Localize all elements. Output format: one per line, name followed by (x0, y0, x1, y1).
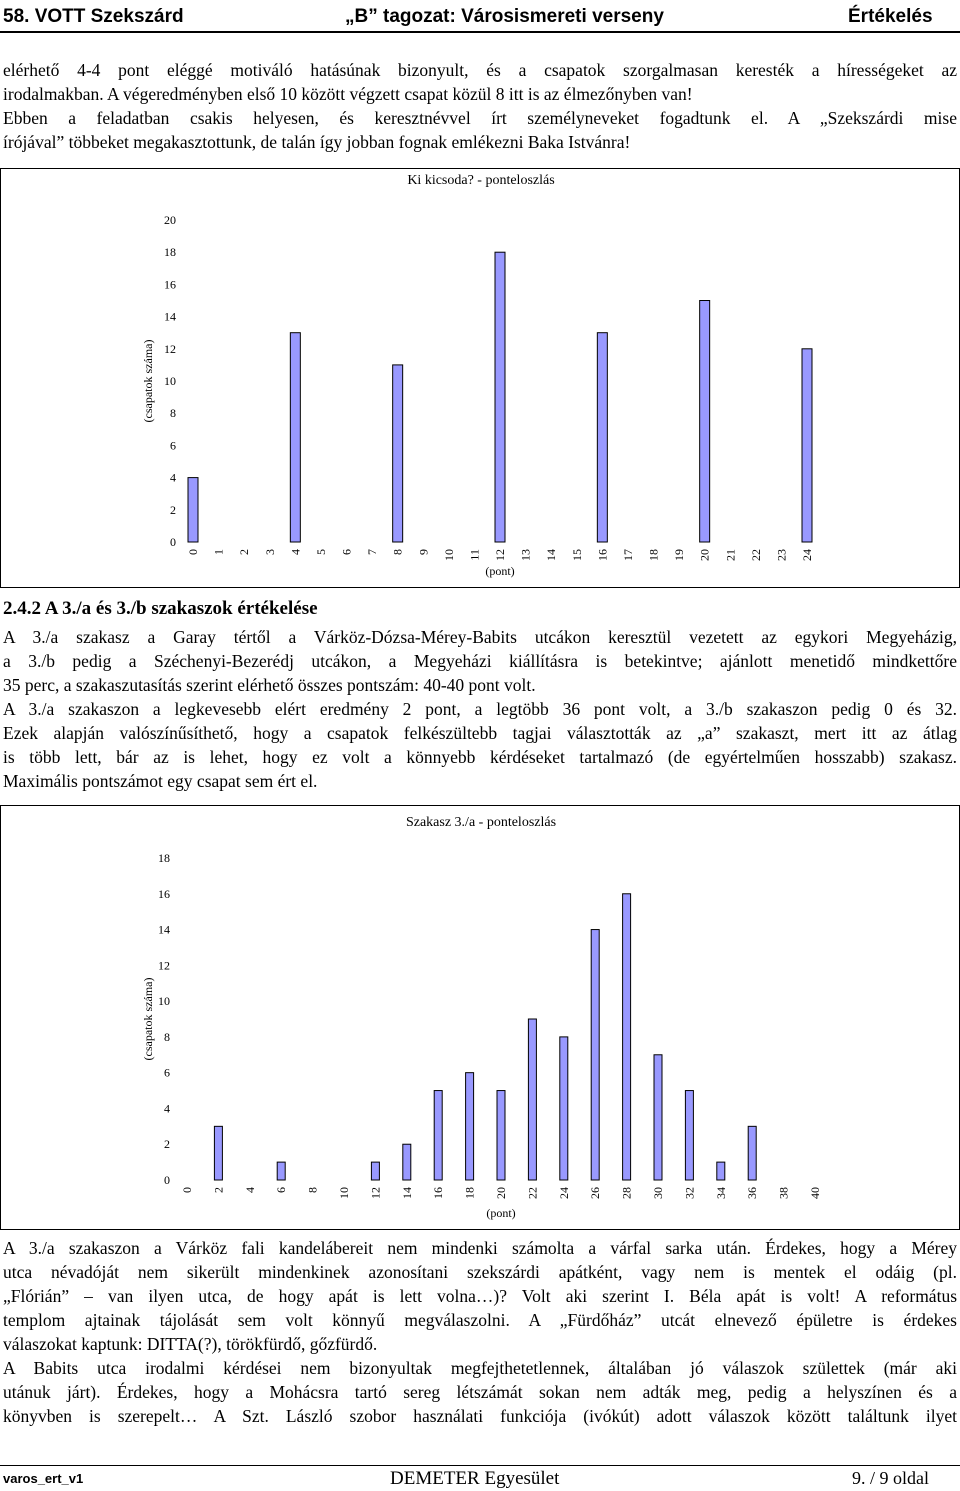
section-line: Maximális pontszámot egy csapat sem ért el. (3, 771, 318, 791)
y-tick-label: 10 (158, 994, 170, 1009)
x-tick-label: 30 (651, 1187, 665, 1199)
x-tick-label: 22 (525, 1187, 540, 1199)
x-tick-label: 0 (180, 1187, 194, 1193)
bar (434, 1091, 442, 1180)
y-tick-label: 6 (164, 1065, 170, 1080)
bar (597, 333, 607, 542)
x-tick-label: 22 (748, 549, 763, 561)
y-tick-label: 18 (164, 245, 176, 260)
chart-szakasz-3a (0, 805, 960, 1230)
x-tick-label: 38 (776, 1187, 791, 1199)
bar (654, 1055, 662, 1180)
y-tick-label: 12 (158, 958, 170, 973)
x-tick-label: 19 (672, 549, 687, 561)
x-tick-label: 13 (518, 549, 533, 561)
bar (393, 365, 403, 542)
bar (497, 1091, 505, 1180)
x-tick-label: 15 (569, 549, 584, 561)
x-tick-label: 32 (682, 1187, 697, 1199)
x-tick-label: 34 (713, 1187, 728, 1199)
bar (495, 252, 505, 542)
y-tick-label: 18 (158, 851, 170, 865)
y-tick-label: 16 (158, 886, 170, 901)
x-axis-label: (pont) (485, 564, 515, 578)
header-center: „B” tagozat: Városismereti verseny (345, 6, 664, 27)
bar (188, 478, 198, 542)
x-tick-label: 6 (339, 549, 354, 555)
x-tick-label: 17 (620, 549, 635, 561)
section-line: 35 perc, a szakaszutasítás szerint elérhető összes pontszám: 40-40 pont volt. (3, 675, 536, 695)
chart-title: Szakasz 3./a - ponteloszlás (405, 815, 557, 830)
x-tick-label: 6 (274, 1187, 289, 1193)
y-tick-label: 16 (164, 277, 176, 292)
closing-line: könyvben is szerepelt… A Szt. László szobor használati funkciója (ivókút) adott válaszok között találtunk ilyet (3, 1406, 957, 1426)
x-tick-label: 4 (288, 549, 303, 555)
bar (466, 1073, 474, 1180)
bar (290, 333, 300, 542)
bar (717, 1162, 725, 1180)
x-tick-label: 9 (416, 549, 431, 555)
bar (748, 1126, 756, 1180)
x-tick-label: 26 (588, 1187, 603, 1199)
section-paragraph (3, 625, 957, 793)
x-tick-label: 24 (800, 549, 814, 561)
x-tick-label: 20 (697, 549, 712, 561)
y-tick-label: 0 (164, 1173, 170, 1187)
section-line: A 3./a szakaszon a legkevesebb elért eredmény 2 pont, a legtöbb 36 pont volt, a 3./b szakaszon pedig 0 és 32. (3, 699, 957, 719)
bar (700, 301, 710, 543)
y-tick-label: 2 (170, 502, 176, 517)
closing-line: templom ajtainak tájolását sem volt könnyű megválaszolni. A „Fürdőház” utcát elnevező épületre is érdekes (3, 1310, 957, 1330)
x-tick-label: 11 (467, 549, 482, 561)
y-tick-label: 6 (170, 438, 176, 453)
intro-line: elérhető 4-4 pont eléggé motiváló hatásúnak bizonyult, és a csapatok szorgalmasan keresték a hírességeket az (3, 60, 957, 80)
x-tick-label: 4 (242, 1187, 257, 1193)
x-tick-label: 0 (186, 549, 200, 555)
y-tick-label: 8 (164, 1029, 170, 1044)
y-tick-label: 10 (164, 374, 176, 388)
closing-line: „Flórián” – van ilyen utca, de hogy apát is lett volna…)? Volt aki szerint I. Béla apát is volt! A református (3, 1286, 957, 1306)
x-tick-label: 10 (337, 1187, 351, 1199)
x-tick-label: 28 (619, 1187, 634, 1199)
y-tick-label: 12 (164, 341, 176, 356)
closing-line: utánuk járt). Érdekes, hogy a Mohácsra tartó sereg létszámát sokan nem adták meg, pedig a helyszínen és a (3, 1382, 957, 1402)
x-tick-label: 8 (305, 1187, 320, 1193)
bar (528, 1019, 536, 1180)
intro-paragraph (3, 58, 957, 154)
y-axis-label: (csapatok száma) (141, 977, 155, 1061)
x-tick-label: 18 (646, 549, 661, 561)
y-tick-label: 4 (170, 470, 176, 485)
closing-paragraph (3, 1236, 957, 1428)
x-tick-label: 1 (211, 549, 226, 555)
x-tick-label: 20 (494, 1187, 508, 1199)
x-tick-label: 16 (595, 549, 610, 561)
bar (214, 1126, 222, 1180)
bar (802, 349, 812, 542)
closing-line: válaszokat kaptunk: DITTA(?), törökfürdő, gőzfürdő. (3, 1334, 378, 1354)
x-tick-label: 36 (745, 1187, 760, 1199)
closing-line: utca névadóját nem sikerült mindenkinek azonosítani szekszárdi apátként, vagy nem is mentek el odáig (pl. (3, 1262, 957, 1282)
section-line: A 3./a szakasz a Garay tértől a Várköz-Dózsa-Mérey-Babits utcákon keresztül vezetett az egykori Megyeházig, (3, 627, 957, 647)
x-tick-label: 2 (237, 549, 252, 555)
header-right: Értékelés (848, 6, 933, 27)
x-tick-label: 7 (365, 549, 380, 555)
x-tick-label: 21 (723, 549, 738, 561)
x-tick-label: 5 (313, 549, 328, 555)
y-axis-label: (csapatok száma) (141, 339, 155, 423)
closing-line: A Babits utca irodalmi kérdései nem bizonyultak megfejthetetlennek, általában jó válaszok születtek (már aki (3, 1358, 957, 1378)
footer-right: 9. / 9 oldal (852, 1468, 929, 1488)
intro-line: irodalmakban. A végeredményben első 10 között végzett csapat közül 8 itt is az élmezőnyben van! (3, 84, 693, 104)
bar (623, 894, 631, 1180)
x-tick-label: 24 (556, 1187, 571, 1199)
y-tick-label: 14 (164, 309, 176, 324)
y-tick-label: 4 (164, 1101, 170, 1116)
x-tick-label: 40 (808, 1187, 822, 1199)
x-tick-label: 14 (399, 1187, 414, 1199)
section-line: a 3./b pedig a Széchenyi-Bezerédj utcákon, a Megyeházi kiállításra is betekintve; ajánlott menetidő mindkettőre (3, 651, 957, 671)
chart-title: Ki kicsoda? - ponteloszlás (407, 173, 555, 188)
footer-center: DEMETER Egyesület (390, 1468, 560, 1489)
x-tick-label: 18 (462, 1187, 477, 1199)
header-left: 58. VOTT Szekszárd (3, 6, 184, 27)
closing-line: A 3./a szakaszon a Várköz fali kandelábereit nem mindenki számolta a várfal sarka után. Érdekes, hogy a Mérey (3, 1238, 957, 1258)
x-tick-label: 3 (262, 549, 277, 555)
section-title: 2.4.2 A 3./a és 3./b szakaszok értékelése (3, 598, 318, 619)
bar (371, 1162, 379, 1180)
bar (277, 1162, 285, 1180)
bar (591, 930, 599, 1180)
x-tick-label: 14 (544, 549, 559, 561)
x-tick-label: 8 (390, 549, 405, 555)
y-tick-label: 14 (158, 922, 170, 937)
section-line: is több lett, bár az is lehet, hogy ez volt a könnyebb kérdéseket tartalmazó (de egyértelműen hosszabb) szakasz. (3, 747, 957, 767)
y-tick-label: 20 (164, 213, 176, 227)
bar (560, 1037, 568, 1180)
page-header (0, 3, 960, 33)
x-tick-label: 12 (368, 1187, 383, 1199)
x-tick-label: 16 (431, 1187, 446, 1199)
y-tick-label: 8 (170, 406, 176, 421)
y-tick-label: 2 (164, 1137, 170, 1152)
x-tick-label: 2 (211, 1187, 226, 1193)
x-tick-label: 12 (493, 549, 507, 561)
x-tick-label: 10 (441, 549, 456, 561)
bar (403, 1144, 411, 1180)
bar (685, 1091, 693, 1180)
footer-left: varos_ert_v1 (3, 1471, 84, 1486)
chart-ki-kicsoda (0, 168, 960, 588)
section-line: Ezek alapján valószínűsíthető, hogy a csapatok felkészültebb tagjai választották az „a” szakaszt, mert itt az átlag (3, 723, 957, 743)
y-tick-label: 0 (170, 535, 176, 549)
x-axis-label: (pont) (486, 1206, 516, 1220)
page-footer (0, 1465, 960, 1491)
intro-line: írójával” többeket megakasztottunk, de talán így jobban fognak emlékezni Baka Istvánra! (3, 132, 631, 152)
x-tick-label: 23 (774, 549, 789, 561)
intro-line: Ebben a feladatban csakis helyesen, és keresztnévvel írt személyneveket fogadtunk el. A „Szekszárdi mise (3, 108, 957, 128)
